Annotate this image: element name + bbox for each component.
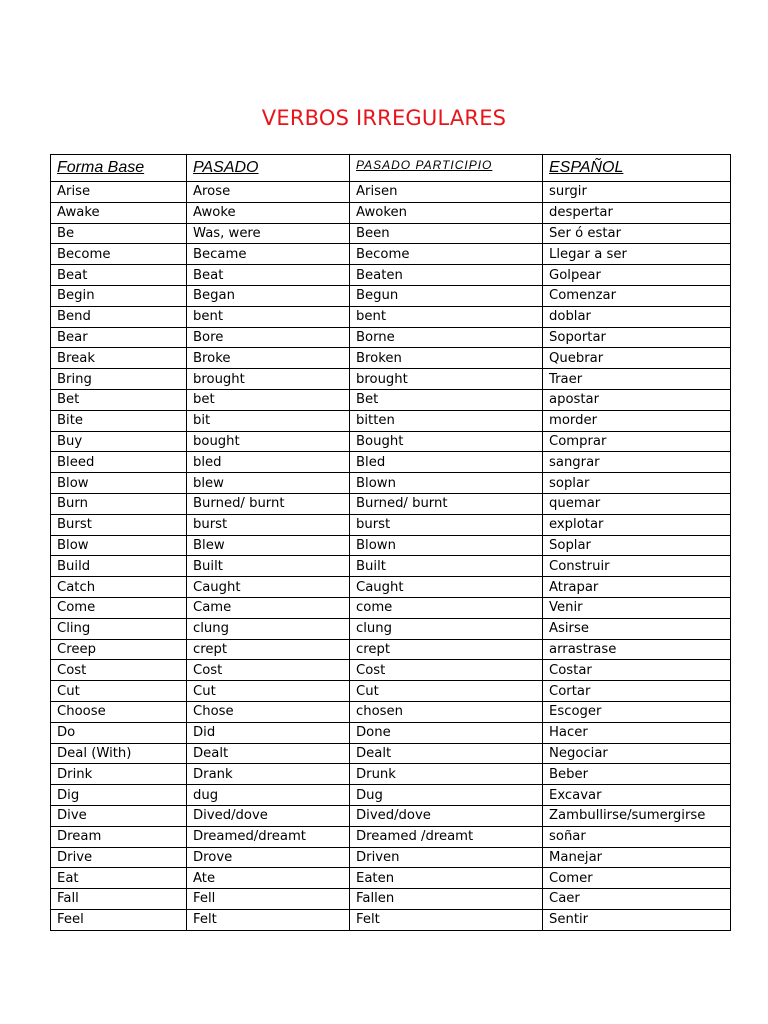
table-row — [51, 847, 731, 868]
cell-participio: Blown — [350, 535, 543, 556]
cell-espanol: surgir — [543, 182, 731, 203]
cell-espanol: Construir — [543, 556, 731, 577]
cell-pasado: Ate — [187, 868, 350, 889]
cell-participio: Bet — [350, 389, 543, 410]
table-row — [51, 223, 731, 244]
cell-pasado: burst — [187, 514, 350, 535]
cell-espanol: Excavar — [543, 785, 731, 806]
table-row — [51, 722, 731, 743]
cell-participio: clung — [350, 618, 543, 639]
cell-espanol: Beber — [543, 764, 731, 785]
cell-base: Cost — [51, 660, 187, 681]
cell-pasado: Fell — [187, 889, 350, 910]
cell-espanol: Llegar a ser — [543, 244, 731, 265]
cell-base: Feel — [51, 909, 187, 930]
cell-base: Awake — [51, 202, 187, 223]
cell-pasado: Bore — [187, 327, 350, 348]
table-row — [51, 909, 731, 930]
cell-participio: Felt — [350, 909, 543, 930]
cell-base: Blow — [51, 535, 187, 556]
cell-espanol: Escoger — [543, 701, 731, 722]
cell-base: Bite — [51, 410, 187, 431]
table-row — [51, 743, 731, 764]
header-pasado: PASADO — [187, 155, 350, 182]
cell-pasado: Blew — [187, 535, 350, 556]
cell-espanol: Negociar — [543, 743, 731, 764]
cell-pasado: Awoke — [187, 202, 350, 223]
table-row — [51, 389, 731, 410]
cell-pasado: clung — [187, 618, 350, 639]
cell-participio: Begun — [350, 285, 543, 306]
cell-espanol: Costar — [543, 660, 731, 681]
cell-base: Come — [51, 597, 187, 618]
cell-espanol: Comenzar — [543, 285, 731, 306]
table-row — [51, 306, 731, 327]
cell-pasado: crept — [187, 639, 350, 660]
cell-base: Dive — [51, 805, 187, 826]
cell-pasado: Built — [187, 556, 350, 577]
cell-base: Beat — [51, 265, 187, 286]
cell-base: Deal (With) — [51, 743, 187, 764]
cell-participio: Driven — [350, 847, 543, 868]
cell-pasado: bit — [187, 410, 350, 431]
table-row — [51, 431, 731, 452]
cell-pasado: bled — [187, 452, 350, 473]
cell-participio: crept — [350, 639, 543, 660]
cell-participio: Borne — [350, 327, 543, 348]
cell-espanol: doblar — [543, 306, 731, 327]
cell-base: Do — [51, 722, 187, 743]
cell-espanol: sangrar — [543, 452, 731, 473]
cell-base: Bend — [51, 306, 187, 327]
cell-base: Break — [51, 348, 187, 369]
cell-participio: Cut — [350, 681, 543, 702]
cell-espanol: Hacer — [543, 722, 731, 743]
cell-base: Cling — [51, 618, 187, 639]
table-row — [51, 618, 731, 639]
cell-espanol: soplar — [543, 473, 731, 494]
cell-pasado: Drove — [187, 847, 350, 868]
cell-base: Fall — [51, 889, 187, 910]
cell-participio: Cost — [350, 660, 543, 681]
table-row — [51, 514, 731, 535]
cell-participio: Become — [350, 244, 543, 265]
cell-pasado: dug — [187, 785, 350, 806]
cell-participio: Been — [350, 223, 543, 244]
cell-participio: Blown — [350, 473, 543, 494]
cell-espanol: quemar — [543, 493, 731, 514]
cell-base: Choose — [51, 701, 187, 722]
cell-base: Dig — [51, 785, 187, 806]
cell-participio: Fallen — [350, 889, 543, 910]
cell-base: Bear — [51, 327, 187, 348]
cell-participio: Drunk — [350, 764, 543, 785]
cell-pasado: bought — [187, 431, 350, 452]
table-row — [51, 182, 731, 203]
cell-base: Creep — [51, 639, 187, 660]
cell-espanol: Comprar — [543, 431, 731, 452]
cell-pasado: Broke — [187, 348, 350, 369]
cell-pasado: Felt — [187, 909, 350, 930]
cell-espanol: Traer — [543, 369, 731, 390]
cell-espanol: despertar — [543, 202, 731, 223]
table-row — [51, 369, 731, 390]
cell-participio: Dived/dove — [350, 805, 543, 826]
table-row — [51, 889, 731, 910]
table-row — [51, 556, 731, 577]
table-row — [51, 597, 731, 618]
cell-participio: brought — [350, 369, 543, 390]
cell-pasado: Came — [187, 597, 350, 618]
table-row — [51, 535, 731, 556]
cell-base: Cut — [51, 681, 187, 702]
cell-base: Drink — [51, 764, 187, 785]
cell-espanol: apostar — [543, 389, 731, 410]
cell-espanol: Atrapar — [543, 577, 731, 598]
cell-espanol: Manejar — [543, 847, 731, 868]
table-row — [51, 785, 731, 806]
table-row — [51, 805, 731, 826]
cell-pasado: Became — [187, 244, 350, 265]
cell-base: Build — [51, 556, 187, 577]
cell-participio: Dreamed /dreamt — [350, 826, 543, 847]
table-row — [51, 868, 731, 889]
cell-participio: bitten — [350, 410, 543, 431]
cell-base: Burn — [51, 493, 187, 514]
cell-pasado: Was, were — [187, 223, 350, 244]
irregular-verbs-table — [50, 154, 731, 931]
header-espanol: ESPAÑOL — [543, 155, 731, 182]
cell-pasado: bent — [187, 306, 350, 327]
cell-pasado: brought — [187, 369, 350, 390]
cell-pasado: Dealt — [187, 743, 350, 764]
cell-pasado: Caught — [187, 577, 350, 598]
cell-base: Drive — [51, 847, 187, 868]
table-row — [51, 327, 731, 348]
table-body — [51, 182, 731, 931]
table-row — [51, 660, 731, 681]
cell-base: Begin — [51, 285, 187, 306]
cell-participio: Eaten — [350, 868, 543, 889]
cell-pasado: Beat — [187, 265, 350, 286]
cell-participio: come — [350, 597, 543, 618]
table-row — [51, 410, 731, 431]
cell-pasado: Chose — [187, 701, 350, 722]
table-header-row — [51, 155, 731, 182]
table-row — [51, 348, 731, 369]
cell-pasado: Did — [187, 722, 350, 743]
cell-base: Bleed — [51, 452, 187, 473]
cell-espanol: Venir — [543, 597, 731, 618]
cell-participio: Bled — [350, 452, 543, 473]
table-row — [51, 764, 731, 785]
cell-base: Burst — [51, 514, 187, 535]
cell-espanol: Cortar — [543, 681, 731, 702]
cell-participio: Broken — [350, 348, 543, 369]
cell-pasado: Dreamed/dreamt — [187, 826, 350, 847]
table-row — [51, 493, 731, 514]
cell-pasado: Began — [187, 285, 350, 306]
cell-participio: Dug — [350, 785, 543, 806]
cell-pasado: bet — [187, 389, 350, 410]
cell-pasado: Cut — [187, 681, 350, 702]
cell-espanol: Soplar — [543, 535, 731, 556]
cell-espanol: Sentir — [543, 909, 731, 930]
cell-base: Become — [51, 244, 187, 265]
cell-participio: Awoken — [350, 202, 543, 223]
cell-espanol: soñar — [543, 826, 731, 847]
cell-pasado: blew — [187, 473, 350, 494]
cell-pasado: Arose — [187, 182, 350, 203]
cell-espanol: Ser ó estar — [543, 223, 731, 244]
table-row — [51, 452, 731, 473]
table-row — [51, 244, 731, 265]
cell-base: Bring — [51, 369, 187, 390]
cell-base: Catch — [51, 577, 187, 598]
table-row — [51, 265, 731, 286]
cell-participio: Caught — [350, 577, 543, 598]
table-row — [51, 577, 731, 598]
cell-base: Bet — [51, 389, 187, 410]
table-row — [51, 285, 731, 306]
cell-espanol: Asirse — [543, 618, 731, 639]
table-row — [51, 826, 731, 847]
cell-participio: Dealt — [350, 743, 543, 764]
header-forma-base: Forma Base — [51, 155, 187, 182]
cell-participio: Built — [350, 556, 543, 577]
cell-participio: Bought — [350, 431, 543, 452]
header-pasado-participio: PASADO PARTICIPIO — [350, 155, 543, 182]
cell-participio: Beaten — [350, 265, 543, 286]
cell-participio: Burned/ burnt — [350, 493, 543, 514]
cell-base: Buy — [51, 431, 187, 452]
cell-espanol: Quebrar — [543, 348, 731, 369]
cell-espanol: morder — [543, 410, 731, 431]
cell-base: Arise — [51, 182, 187, 203]
cell-espanol: Caer — [543, 889, 731, 910]
cell-participio: bent — [350, 306, 543, 327]
cell-participio: chosen — [350, 701, 543, 722]
cell-participio: burst — [350, 514, 543, 535]
cell-base: Blow — [51, 473, 187, 494]
cell-espanol: Soportar — [543, 327, 731, 348]
cell-espanol: Zambullirse/sumergirse — [543, 805, 731, 826]
cell-pasado: Drank — [187, 764, 350, 785]
cell-espanol: Comer — [543, 868, 731, 889]
cell-base: Eat — [51, 868, 187, 889]
cell-base: Be — [51, 223, 187, 244]
cell-espanol: explotar — [543, 514, 731, 535]
cell-participio: Arisen — [350, 182, 543, 203]
cell-pasado: Dived/dove — [187, 805, 350, 826]
cell-espanol: arrastrase — [543, 639, 731, 660]
table-row — [51, 639, 731, 660]
cell-participio: Done — [350, 722, 543, 743]
table-row — [51, 701, 731, 722]
cell-pasado: Burned/ burnt — [187, 493, 350, 514]
table-row — [51, 473, 731, 494]
table-row — [51, 681, 731, 702]
table-row — [51, 202, 731, 223]
cell-espanol: Golpear — [543, 265, 731, 286]
cell-pasado: Cost — [187, 660, 350, 681]
page-title: VERBOS IRREGULARES — [261, 106, 507, 130]
cell-base: Dream — [51, 826, 187, 847]
